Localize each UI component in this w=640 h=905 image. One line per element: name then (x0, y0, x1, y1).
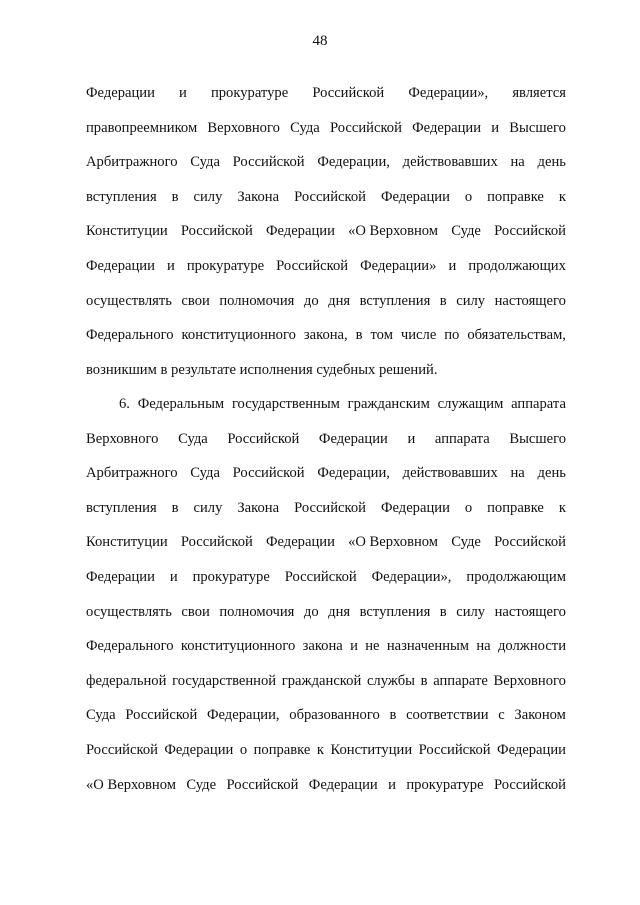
word: Федерации (380, 188, 450, 205)
text-line (86, 82, 566, 117)
word: не (365, 638, 380, 655)
word: Российской (226, 776, 299, 793)
word: Федеральным (137, 396, 225, 412)
word: в (420, 672, 428, 689)
word: полномочия (219, 292, 295, 309)
word: к (558, 188, 566, 205)
word: и (388, 776, 396, 793)
word: в (439, 292, 447, 309)
word: к (316, 741, 324, 758)
word: и (407, 430, 416, 447)
text-line-last (86, 359, 566, 394)
text-line (86, 428, 566, 463)
word: Федерации (265, 223, 335, 240)
word: Российской (418, 741, 491, 758)
word: Суда (290, 119, 320, 136)
word: Федерации» (360, 257, 437, 274)
word: «О Верховном (348, 534, 439, 551)
word: действовавших (402, 154, 498, 171)
word: служащим (437, 396, 504, 412)
word: на (476, 638, 491, 655)
word: в (439, 603, 447, 620)
word: Федерального (86, 327, 174, 344)
word: до (303, 292, 319, 309)
word: настоящего (494, 603, 566, 620)
word: службы (366, 672, 415, 689)
paragraph-6 (86, 393, 566, 808)
word: Суда (178, 430, 208, 447)
word: Федерации (308, 776, 378, 793)
word: вступления (86, 499, 157, 516)
word: о (464, 188, 473, 205)
word: Российской (312, 85, 385, 101)
word: том (370, 327, 393, 344)
word: Российской (227, 430, 300, 447)
word: и (491, 119, 500, 136)
word: Российской (180, 223, 253, 240)
word: Федерации (86, 257, 155, 274)
word: числе (400, 327, 437, 344)
text-line (86, 255, 566, 290)
word: дня (328, 292, 351, 309)
word: государственной (172, 672, 277, 689)
word: конституционного (180, 638, 296, 655)
word: федеральной (86, 672, 167, 689)
word: вступления (86, 188, 157, 205)
word: Суда (190, 154, 220, 171)
word: о (239, 741, 248, 758)
word: Российской (494, 223, 566, 240)
word: прокуратуре (210, 85, 289, 101)
word: Федерации, (317, 154, 390, 171)
word: Закона (237, 499, 280, 516)
word: правопреемником (86, 119, 198, 136)
word: Суда (190, 465, 220, 482)
word: Федерации (380, 499, 450, 516)
word: Федерального (86, 638, 174, 655)
word: вступления (359, 292, 431, 309)
word: Конституции (86, 534, 168, 551)
word: Российской (232, 154, 305, 171)
text-line (86, 601, 566, 636)
text-line (86, 566, 566, 601)
word: «О Верховном (86, 776, 176, 793)
word: Арбитражного (86, 465, 178, 482)
word: осуществлять (86, 292, 172, 309)
text-line (86, 670, 566, 705)
word: к (558, 499, 566, 516)
word: Федерации», (371, 568, 452, 585)
word: свои (181, 292, 210, 309)
text-line (86, 393, 566, 428)
text-line (86, 290, 566, 325)
word: Закона (237, 188, 280, 205)
word: Конституции (330, 741, 413, 758)
word: Федерации (86, 85, 155, 101)
word: Российской (276, 257, 349, 274)
word: Федерации (318, 430, 388, 447)
word: Федерации (86, 568, 155, 585)
word: Российской (232, 465, 305, 482)
word: государственным (231, 396, 340, 412)
word: дня (328, 603, 351, 620)
word: Суда (86, 707, 116, 724)
word: осуществлять (86, 603, 172, 620)
word: Верховного (86, 430, 159, 447)
text-line (86, 704, 566, 739)
word: день (537, 154, 566, 171)
word: силу (456, 603, 486, 620)
word: продолжающих (468, 257, 566, 274)
word: прокуратуре (406, 776, 484, 793)
word: Российской (329, 119, 402, 136)
word: по (444, 327, 460, 344)
word: Российской (86, 741, 158, 758)
word: Федерации (412, 119, 482, 136)
word: Конституции (86, 223, 168, 240)
word: день (537, 465, 566, 482)
word: Федерации», (408, 85, 489, 101)
word: Суде (451, 223, 481, 240)
text-line (86, 462, 566, 497)
text-line (86, 739, 566, 774)
word: Российской (494, 776, 566, 793)
word: аппарата (511, 396, 566, 412)
word: свои (181, 603, 210, 620)
word: прокуратуре (186, 257, 265, 274)
text-line (86, 324, 566, 359)
word: Федерации (497, 741, 566, 758)
word: гражданским (347, 396, 430, 412)
word: до (303, 603, 319, 620)
word: Российской (284, 568, 357, 585)
word: Федерации (164, 741, 234, 758)
word: назначенным (386, 638, 470, 655)
word: полномочия (219, 603, 295, 620)
text-line (86, 635, 566, 670)
word: Федерации, (317, 465, 390, 482)
word: Российской (494, 534, 566, 551)
word: Суде (186, 776, 217, 793)
text-line (86, 186, 566, 221)
word: Российской (294, 499, 366, 516)
word: Российской (180, 534, 253, 551)
word: действовавших (402, 465, 498, 482)
word: силу (456, 292, 486, 309)
word: Суде (451, 534, 481, 551)
word: Верховного (493, 672, 566, 689)
word: закона (302, 638, 343, 655)
word: поправке (253, 741, 311, 758)
word: Законом (514, 707, 566, 724)
word: «О Верховном (348, 223, 439, 240)
text-line (86, 151, 566, 186)
word: с (498, 707, 505, 724)
word: поправке (487, 499, 544, 516)
word: закона, (303, 327, 348, 344)
word: Верховного (207, 119, 280, 136)
word: в (389, 707, 397, 724)
word: на (510, 154, 525, 171)
text-line (86, 531, 566, 566)
word: аппарате (433, 672, 488, 689)
text-line (86, 774, 566, 809)
word: и (166, 257, 175, 274)
word: о (464, 499, 473, 516)
word: должности (497, 638, 566, 655)
text-line (86, 220, 566, 255)
word: обязательствам, (467, 327, 566, 344)
word: Высшего (509, 119, 566, 136)
last-line-text: возникшим в результате исполнения судебных решений. (86, 361, 438, 378)
word: прокуратуре (192, 568, 270, 585)
word: вступления (359, 603, 431, 620)
text-line (86, 497, 566, 532)
word: настоящего (494, 292, 566, 309)
word: и (350, 638, 358, 655)
word: Российской (125, 707, 198, 724)
text-line (86, 117, 566, 152)
word: и (448, 257, 457, 274)
word: на (510, 465, 525, 482)
word: Российской (294, 188, 366, 205)
word: в (171, 188, 179, 205)
paragraph-continuation (86, 82, 566, 393)
word: аппарата (434, 430, 490, 447)
word: Арбитражного (86, 154, 178, 171)
word: конституционного (181, 327, 296, 344)
word: соответствии (406, 707, 489, 724)
word: является (512, 85, 566, 101)
word: 6. (119, 396, 130, 412)
word: в (355, 327, 363, 344)
word: силу (193, 188, 223, 205)
word: Высшего (509, 430, 566, 447)
page-number: 48 (312, 33, 328, 49)
word: и (179, 85, 187, 101)
word: гражданской (281, 672, 362, 689)
word: и (169, 568, 178, 585)
word: образованного (289, 707, 380, 724)
word: продолжающим (466, 568, 566, 585)
word: в (171, 499, 179, 516)
word: силу (193, 499, 223, 516)
word: поправке (487, 188, 544, 205)
word: Федерации (265, 534, 335, 551)
word: Федерации, (206, 707, 280, 724)
